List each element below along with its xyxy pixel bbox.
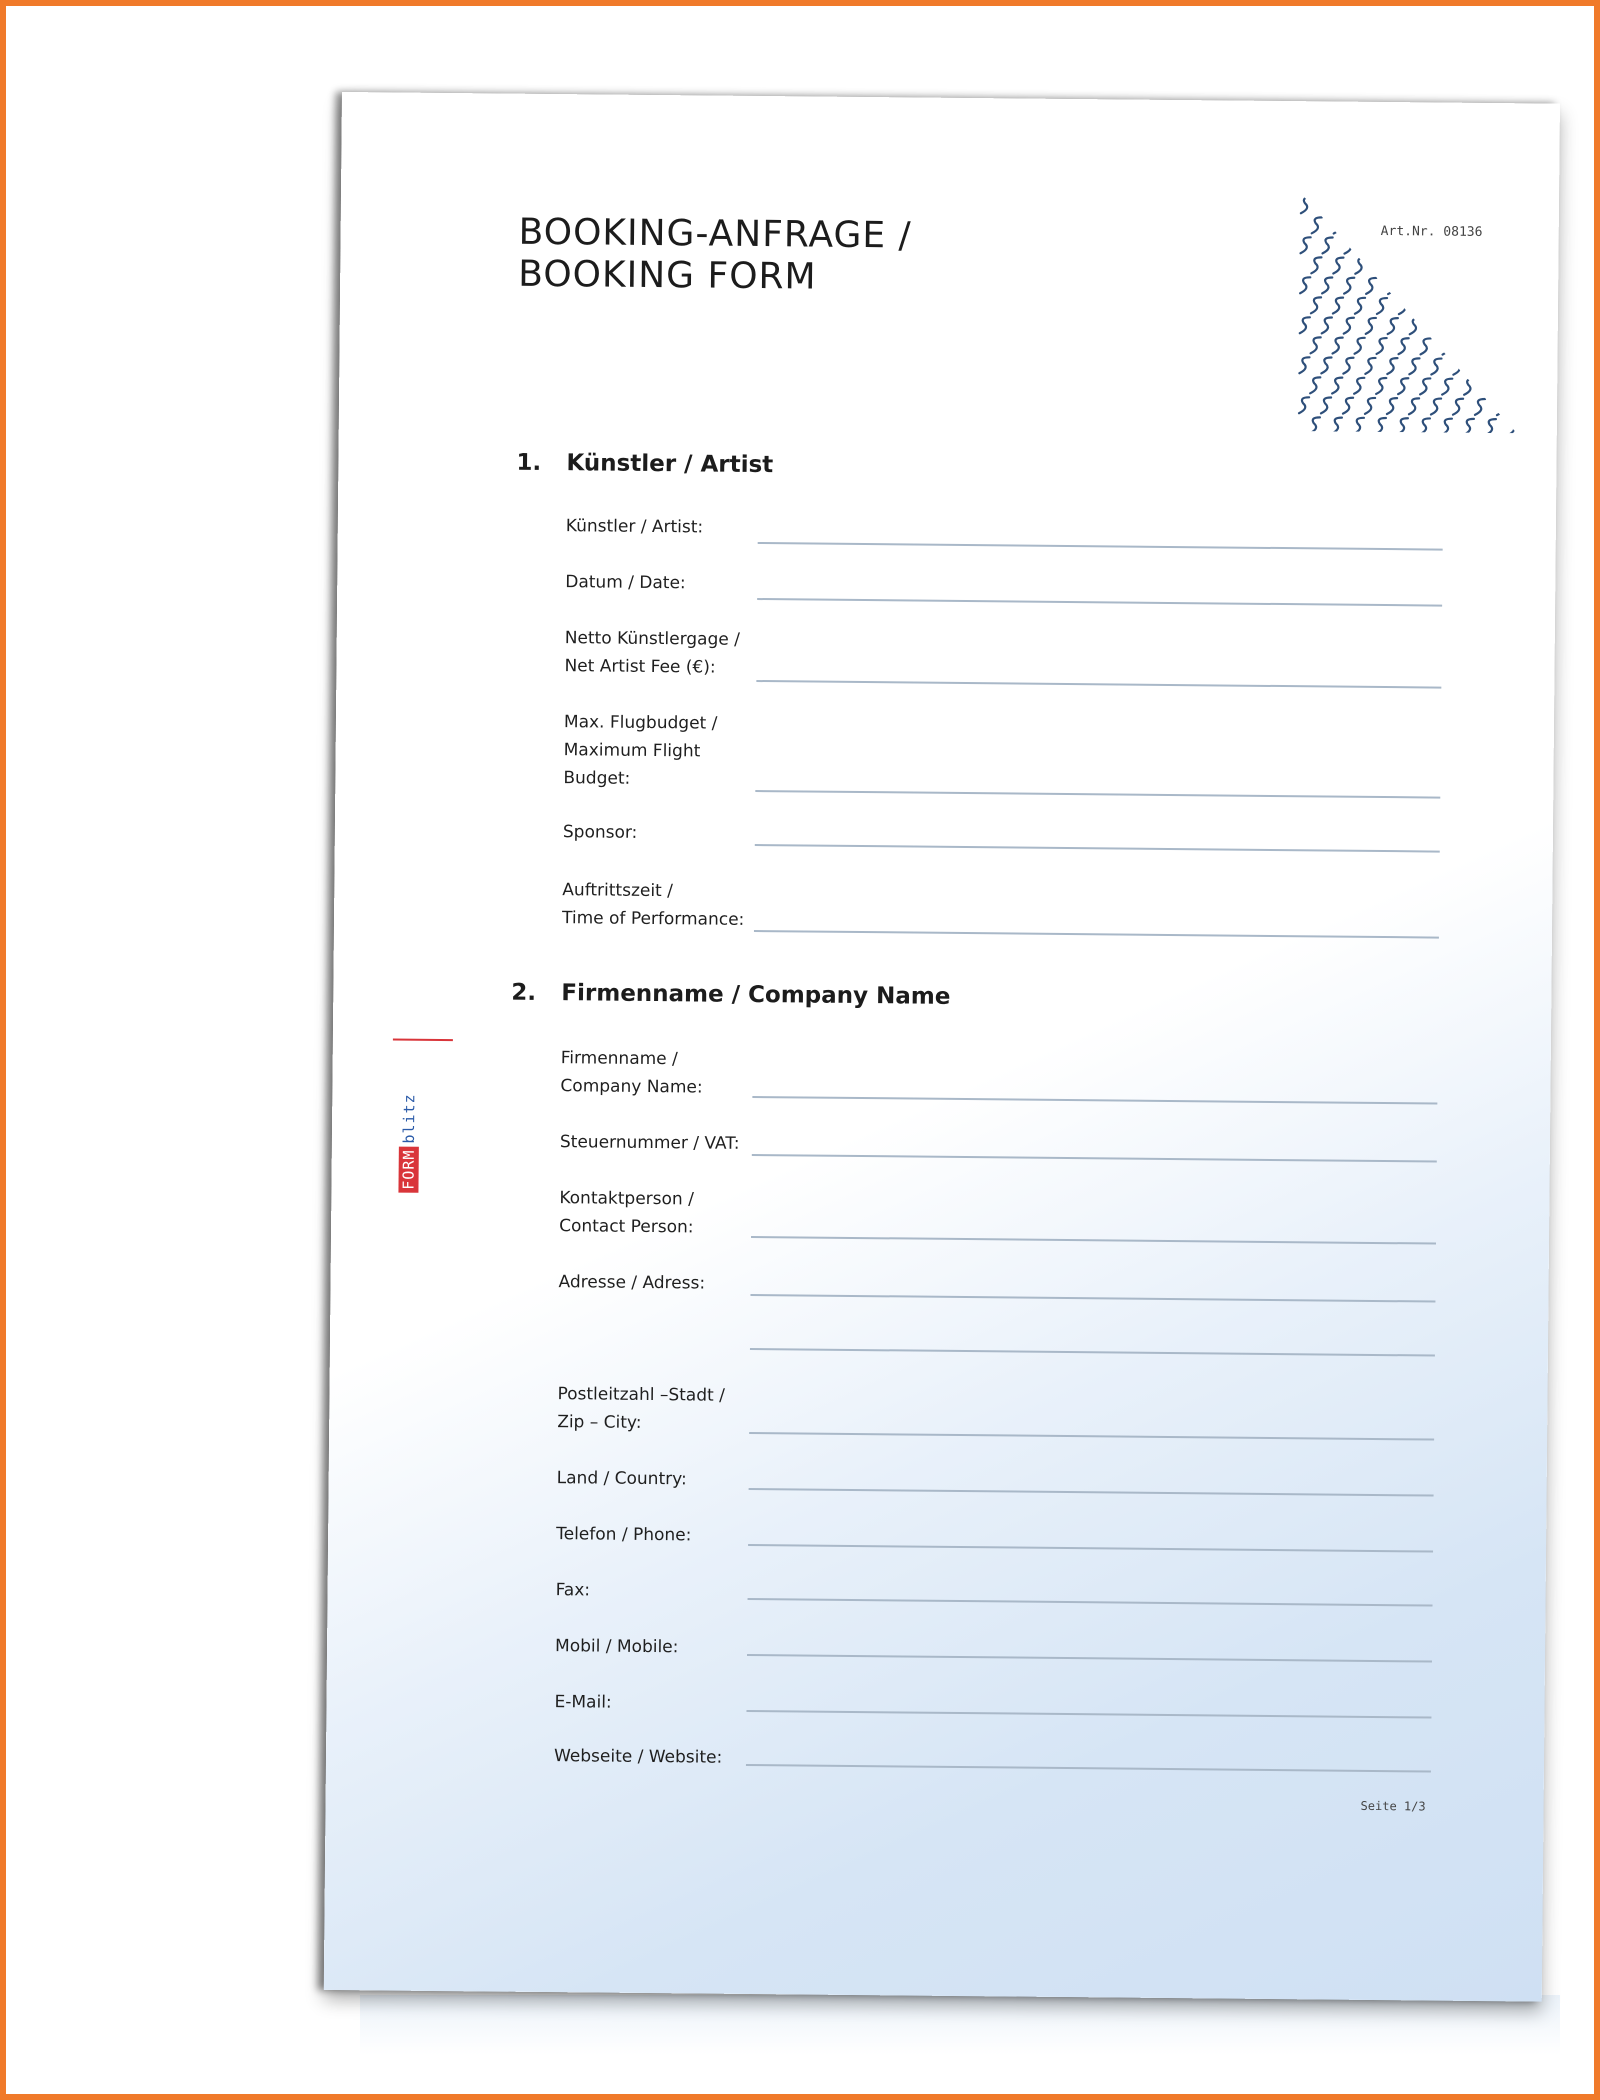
- pattern-glyph: [1488, 219, 1498, 235]
- corner-pattern-graphic: [1297, 191, 1519, 433]
- field-line-date[interactable]: [757, 598, 1442, 607]
- pattern-glyph: [1312, 217, 1322, 233]
- field-label-zip-city: Postleitzahl –Stadt / Zip – City:: [557, 1384, 725, 1433]
- document-title: [518, 212, 912, 300]
- pattern-glyph: [1378, 218, 1388, 234]
- field-label-fax: Fax:: [555, 1580, 591, 1601]
- pattern-glyph: [1443, 299, 1453, 315]
- pattern-glyph: [1508, 379, 1518, 395]
- pattern-glyph: [1477, 199, 1487, 215]
- pattern-glyph: [1465, 299, 1475, 315]
- pattern-glyph: [1454, 279, 1464, 295]
- section-1-title: Künstler / Artist: [566, 450, 774, 479]
- pattern-glyph: [1345, 198, 1355, 214]
- pattern-glyph: [1443, 259, 1453, 275]
- pattern-glyph: [1332, 418, 1342, 434]
- pattern-glyph: [1388, 278, 1398, 294]
- pattern-glyph: [1356, 218, 1366, 234]
- page-number: Seite 1/3: [1360, 1798, 1426, 1814]
- field-line-website[interactable]: [746, 1764, 1431, 1773]
- article-number: Art.Nr. 08136: [1380, 223, 1483, 240]
- pattern-glyph: [1465, 259, 1475, 275]
- pattern-glyph: [1442, 379, 1452, 395]
- pattern-glyph: [1377, 338, 1387, 354]
- pattern-glyph: [1299, 397, 1309, 413]
- section-1-heading: [516, 450, 773, 478]
- pattern-glyph: [1333, 338, 1343, 354]
- page-reflection: [360, 1995, 1560, 2055]
- field-line-mobile[interactable]: [747, 1654, 1432, 1663]
- pattern-glyph: [1455, 199, 1465, 215]
- pattern-glyph: [1354, 418, 1364, 434]
- pattern-glyph: [1509, 339, 1519, 355]
- field-line-vat[interactable]: [752, 1154, 1437, 1163]
- pattern-glyph: [1508, 419, 1518, 433]
- pattern-glyph: [1322, 237, 1332, 253]
- pattern-glyph: [1333, 298, 1343, 314]
- form-page: [324, 92, 1560, 2002]
- section-2-title: Firmenname / Company Name: [561, 980, 951, 1010]
- pattern-glyph: [1332, 378, 1342, 394]
- pattern-glyph: [1321, 357, 1331, 373]
- pattern-glyph: [1399, 338, 1409, 354]
- pattern-glyph: [1321, 397, 1331, 413]
- pattern-glyph: [1421, 298, 1431, 314]
- pattern-glyph: [1499, 199, 1509, 215]
- field-label-date: Datum / Date:: [565, 572, 686, 594]
- pattern-glyph: [1432, 238, 1442, 254]
- pattern-glyph: [1388, 318, 1398, 334]
- pattern-glyph: [1510, 219, 1519, 235]
- pattern-glyph: [1443, 339, 1453, 355]
- field-label-performance-time: Auftrittszeit / Time of Performance:: [561, 880, 745, 930]
- pattern-glyph: [1509, 259, 1519, 275]
- pattern-glyph: [1464, 379, 1474, 395]
- field-line-fax[interactable]: [748, 1598, 1433, 1607]
- formblitz-logo: [391, 1043, 433, 1203]
- pattern-glyph: [1300, 277, 1310, 293]
- pattern-glyph: [1334, 218, 1344, 234]
- pattern-glyph: [1487, 299, 1497, 315]
- pattern-glyph: [1399, 298, 1409, 314]
- pattern-glyph: [1344, 278, 1354, 294]
- pattern-glyph: [1311, 297, 1321, 313]
- pattern-glyph: [1354, 378, 1364, 394]
- pattern-glyph: [1399, 258, 1409, 274]
- field-line-zip-city[interactable]: [749, 1432, 1434, 1441]
- pattern-glyph: [1300, 237, 1310, 253]
- pattern-glyph: [1365, 398, 1375, 414]
- pattern-glyph: [1355, 298, 1365, 314]
- pattern-glyph: [1398, 418, 1408, 433]
- pattern-glyph: [1377, 298, 1387, 314]
- field-label-mobile: Mobil / Mobile:: [554, 1636, 679, 1658]
- pattern-glyph: [1387, 398, 1397, 414]
- pattern-glyph: [1465, 339, 1475, 355]
- pattern-glyph: [1310, 417, 1320, 433]
- pattern-glyph: [1476, 239, 1486, 255]
- pattern-glyph: [1410, 238, 1420, 254]
- field-label-address: Adresse / Adress:: [558, 1272, 706, 1294]
- pattern-glyph: [1366, 238, 1376, 254]
- pattern-glyph: [1398, 378, 1408, 394]
- field-label-vat: Steuernummer / VAT:: [559, 1132, 740, 1154]
- field-label-country: Land / Country:: [556, 1468, 687, 1490]
- pattern-glyph: [1376, 418, 1386, 433]
- pattern-glyph: [1355, 338, 1365, 354]
- pattern-glyph: [1410, 318, 1420, 334]
- pattern-glyph: [1367, 198, 1377, 214]
- pattern-glyph: [1411, 198, 1421, 214]
- pattern-glyph: [1475, 359, 1485, 375]
- field-line-contact-person[interactable]: [751, 1236, 1436, 1245]
- title-line-2: BOOKING FORM: [518, 253, 817, 298]
- pattern-glyph: [1486, 379, 1496, 395]
- pattern-glyph: [1388, 238, 1398, 254]
- section-1-number: 1.: [516, 449, 542, 476]
- pattern-glyph: [1497, 399, 1507, 415]
- pattern-glyph: [1409, 398, 1419, 414]
- field-line-flight-budget[interactable]: [755, 790, 1440, 799]
- pattern-glyph: [1377, 258, 1387, 274]
- pattern-glyph: [1421, 338, 1431, 354]
- pattern-glyph: [1486, 419, 1496, 433]
- field-label-flight-budget: Max. Flugbudget / Maximum Flight Budget:: [563, 712, 718, 789]
- pattern-glyph: [1498, 239, 1508, 255]
- pattern-glyph: [1453, 399, 1463, 415]
- pattern-glyph: [1476, 279, 1486, 295]
- field-line-artist-fee[interactable]: [756, 680, 1441, 689]
- pattern-glyph: [1497, 359, 1507, 375]
- pattern-glyph: [1487, 339, 1497, 355]
- pattern-glyph: [1343, 358, 1353, 374]
- pattern-glyph: [1476, 319, 1486, 335]
- pattern-glyph: [1365, 358, 1375, 374]
- pattern-glyph: [1366, 278, 1376, 294]
- logo-part-blitz: blitz: [399, 1093, 419, 1144]
- pattern-glyph: [1300, 317, 1310, 333]
- field-label-sponsor: Sponsor:: [562, 822, 638, 843]
- pattern-glyph: [1322, 277, 1332, 293]
- pattern-glyph: [1433, 198, 1443, 214]
- pattern-glyph: [1333, 258, 1343, 274]
- pattern-glyph: [1454, 319, 1464, 335]
- field-line-address[interactable]: [750, 1294, 1435, 1303]
- field-line-company-name[interactable]: [752, 1096, 1437, 1105]
- field-label-email: E-Mail:: [554, 1692, 612, 1713]
- pattern-glyph: [1343, 398, 1353, 414]
- pattern-glyph: [1432, 278, 1442, 294]
- pattern-glyph: [1310, 377, 1320, 393]
- pattern-glyph: [1509, 299, 1519, 315]
- pattern-glyph: [1323, 197, 1333, 213]
- pattern-glyph: [1431, 358, 1441, 374]
- pattern-glyph: [1498, 319, 1508, 335]
- field-line-performance-time[interactable]: [754, 930, 1439, 939]
- field-label-company-name: Firmenname / Company Name:: [560, 1048, 703, 1098]
- field-line-sponsor[interactable]: [755, 844, 1440, 853]
- field-line-country[interactable]: [749, 1488, 1434, 1497]
- pattern-glyph: [1431, 398, 1441, 414]
- pattern-glyph: [1376, 378, 1386, 394]
- logo-accent-line: [393, 1039, 453, 1042]
- pattern-glyph: [1420, 378, 1430, 394]
- section-2-number: 2.: [511, 979, 537, 1006]
- pattern-glyph: [1464, 419, 1474, 434]
- pattern-glyph: [1389, 198, 1399, 214]
- pattern-glyph: [1409, 358, 1419, 374]
- pattern-glyph: [1487, 259, 1497, 275]
- pattern-glyph: [1454, 239, 1464, 255]
- pattern-glyph: [1344, 238, 1354, 254]
- field-label-artist: Künstler / Artist:: [565, 516, 704, 538]
- pattern-glyph: [1387, 358, 1397, 374]
- pattern-glyph: [1453, 359, 1463, 375]
- pattern-glyph: [1475, 399, 1485, 415]
- pattern-glyph: [1344, 318, 1354, 334]
- logo-text: [399, 1090, 418, 1192]
- pattern-glyph: [1498, 279, 1508, 295]
- pattern-glyph: [1301, 197, 1311, 213]
- pattern-glyph: [1410, 278, 1420, 294]
- pattern-glyph: [1420, 418, 1430, 433]
- field-label-phone: Telefon / Phone:: [556, 1524, 692, 1546]
- title-line-1: BOOKING-ANFRAGE /: [518, 211, 912, 257]
- pattern-glyph: [1299, 357, 1309, 373]
- pattern-glyph: [1311, 257, 1321, 273]
- field-line-email[interactable]: [746, 1710, 1431, 1719]
- field-line-phone[interactable]: [748, 1544, 1433, 1553]
- pattern-glyph: [1442, 419, 1452, 434]
- pattern-glyph: [1322, 317, 1332, 333]
- pattern-glyph: [1311, 337, 1321, 353]
- section-2-heading: [511, 980, 950, 1010]
- pattern-glyph: [1366, 318, 1376, 334]
- field-label-website: Webseite / Website:: [553, 1746, 723, 1768]
- field-line-address-2[interactable]: [750, 1348, 1435, 1357]
- pattern-glyph: [1466, 219, 1476, 235]
- field-label-contact-person: Kontaktperson / Contact Person:: [559, 1188, 694, 1238]
- logo-part-form: FORM: [398, 1146, 418, 1192]
- field-label-artist-fee: Netto Künstlergage / Net Artist Fee (€):: [564, 628, 741, 678]
- pattern-glyph: [1432, 318, 1442, 334]
- pattern-glyph: [1422, 218, 1432, 234]
- pattern-glyph: [1421, 258, 1431, 274]
- pattern-glyph: [1444, 219, 1454, 235]
- pattern-glyph: [1355, 258, 1365, 274]
- field-line-artist[interactable]: [758, 542, 1443, 551]
- pattern-glyph: [1400, 218, 1410, 234]
